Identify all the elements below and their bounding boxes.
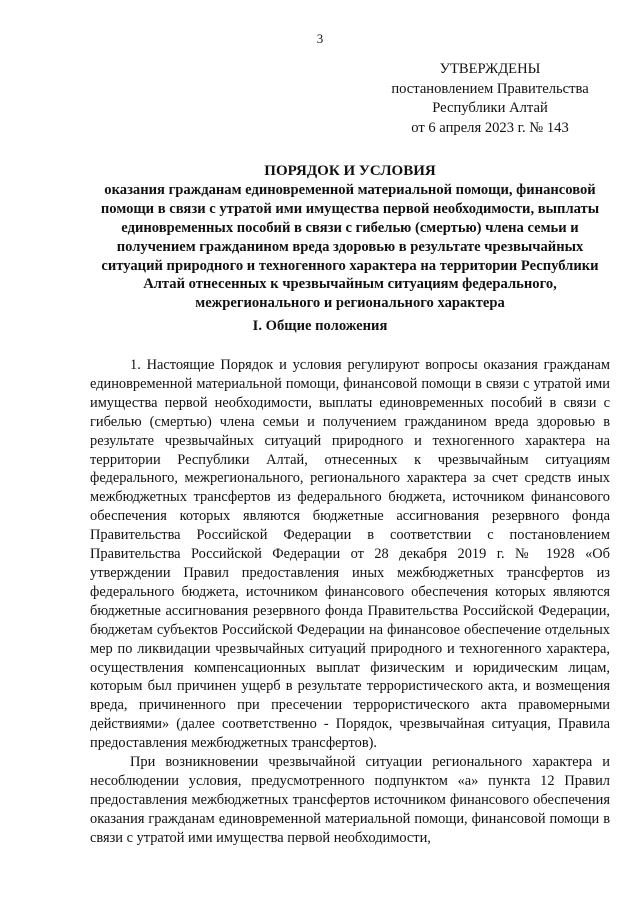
approval-line-1: УТВЕРЖДЕНЫ — [439, 61, 541, 77]
approval-line-3: Республики Алтай — [432, 100, 548, 117]
approval-line-4: от 6 апреля 2023 г. № 143 — [411, 119, 569, 136]
approval-block — [370, 60, 610, 138]
page-number: 3 — [316, 31, 324, 46]
approval-line-2: постановлением Правительства — [391, 80, 589, 97]
paragraph-2: При возникновении чрезвычайной ситуации регионального характера и несоблюдении условия, предусмотренного подпунктом «а» пункта 12 Правил предоставления межбюджетных трансфертов источником финансового обеспечения оказания гражданам единовременной материальной помощи, финансовой помощи в связи с утратой ими имущества первой необходимости, — [90, 754, 610, 846]
document-subtitle: оказания гражданам единовременной материальной помощи, финансовой помощи в связи с утратой ими имущества первой необходимости, выплаты единовременных пособий в связи с гибелью (смертью) члена семьи и получением гражданином вреда здоровью в результате чрезвычайных ситуаций природного и техногенного характера на территории Республики Алтай отнесенных к чрезвычайным ситуациям федерального, межрегионального и регионального характера — [100, 181, 600, 312]
document-title: ПОРЯДОК И УСЛОВИЯ — [264, 163, 436, 179]
document-title-block — [85, 162, 615, 313]
section-heading: I. Общие положения — [252, 318, 388, 334]
paragraph-1: 1. Настоящие Порядок и условия регулируют вопросы оказания гражданам единовременной материальной помощи, финансовой помощи в связи с утратой ими имущества первой необходимости, выплаты единовременных пособий в связи с гибелью (смертью) члена семьи и получением гражданином вреда здоровью в результате чрезвычайных ситуаций природного и техногенного характера на территории Республики Алтай, отнесенных к чрезвычайным ситуациям федерального, межрегионального, регионального характера за счет средств иных межбюджетных трансфертов из федерального бюджета, источником финансового обеспечения которых являются бюджетные ассигнования резервного фонда Правительства Российской Федерации в соответствии с постановлением Правительства Российской Федерации от 28 декабря 2019 г. № 1928 «Об утверждении Правил предоставления иных межбюджетных трансфертов из федерального бюджета, источником финансового обеспечения которых являются бюджетные ассигнования резервного фонда Правительства Российской Федерации, бюджетам субъектов Российской Федерации на финансовое обеспечение отдельных мер по ликвидации чрезвычайных ситуаций природного и техногенного характера, осуществления компенсационных выплат физическим и юридическим лицам, которым был причинен ущерб в результате террористического акта, и возмещения вреда, причиненного при пресечении террористического акта правомерными действиями» (далее соответственно - Порядок, чрезвычайная ситуация, Правила предоставления межбюджетных трансфертов). — [90, 357, 610, 752]
body-text — [90, 356, 610, 848]
